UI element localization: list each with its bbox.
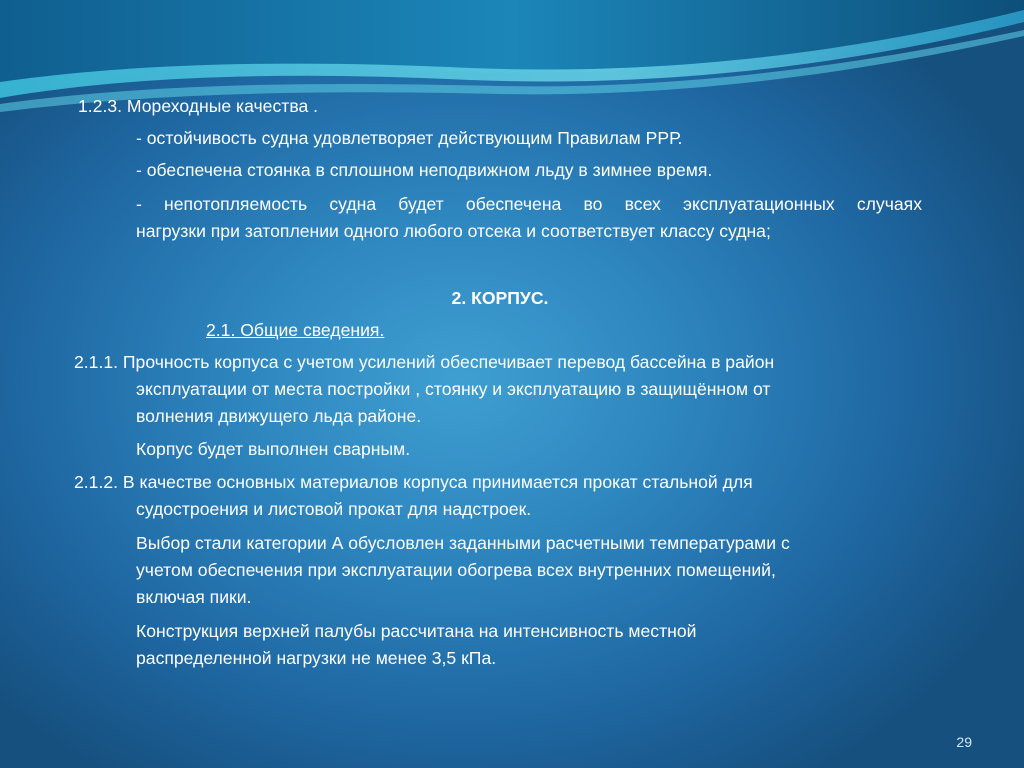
page-number: 29 [956, 734, 972, 750]
paragraph-line: 2.1.2. В качестве основных материалов корпуса принимается прокат стальной для [74, 472, 753, 492]
paragraph-line: 2.1.1. Прочность корпуса с учетом усилений обеспечивает перевод бассейна в район [74, 352, 775, 372]
paragraph-line: Корпус будет выполнен сварным. [136, 439, 411, 459]
paragraph-line: Выбор стали категории А обусловлен заданными расчетными температурами с [136, 533, 790, 553]
paragraph-line: учетом обеспечения при эксплуатации обогрева всех внутренних помещений, [136, 560, 776, 580]
paragraph-line: волнения движущего льда районе. [136, 406, 422, 426]
paragraph-line: включая пики. [136, 587, 252, 607]
paragraph-line: Конструкция верхней палубы рассчитана на интенсивность местной [136, 621, 697, 641]
paragraph-line: судостроения и листовой прокат для надстроек. [136, 499, 532, 519]
list-item: - обеспечена стоянка в сплошном неподвижном льду в зимнее время. [136, 160, 713, 180]
list-item-continuation: нагрузки при затоплении одного любого отсека и соответствует классу судна; [136, 221, 771, 241]
paragraph-line: эксплуатации от места постройки , стоянку и эксплуатацию в защищённом от [136, 379, 771, 399]
list-item: - остойчивость судна удовлетворяет действующим Правилам РРР. [136, 128, 683, 148]
subsection-title-general: 2.1. Общие сведения. [206, 320, 385, 340]
section-heading-seaworthiness: 1.2.3. Мореходные качества . [78, 96, 319, 116]
list-item: - непотопляемость судна будет обеспечена во всех эксплуатационных случаях [136, 194, 922, 214]
paragraph-line: распределенной нагрузки не менее 3,5 кПа. [136, 648, 497, 668]
section-title-hull: 2. КОРПУС. [451, 288, 549, 308]
